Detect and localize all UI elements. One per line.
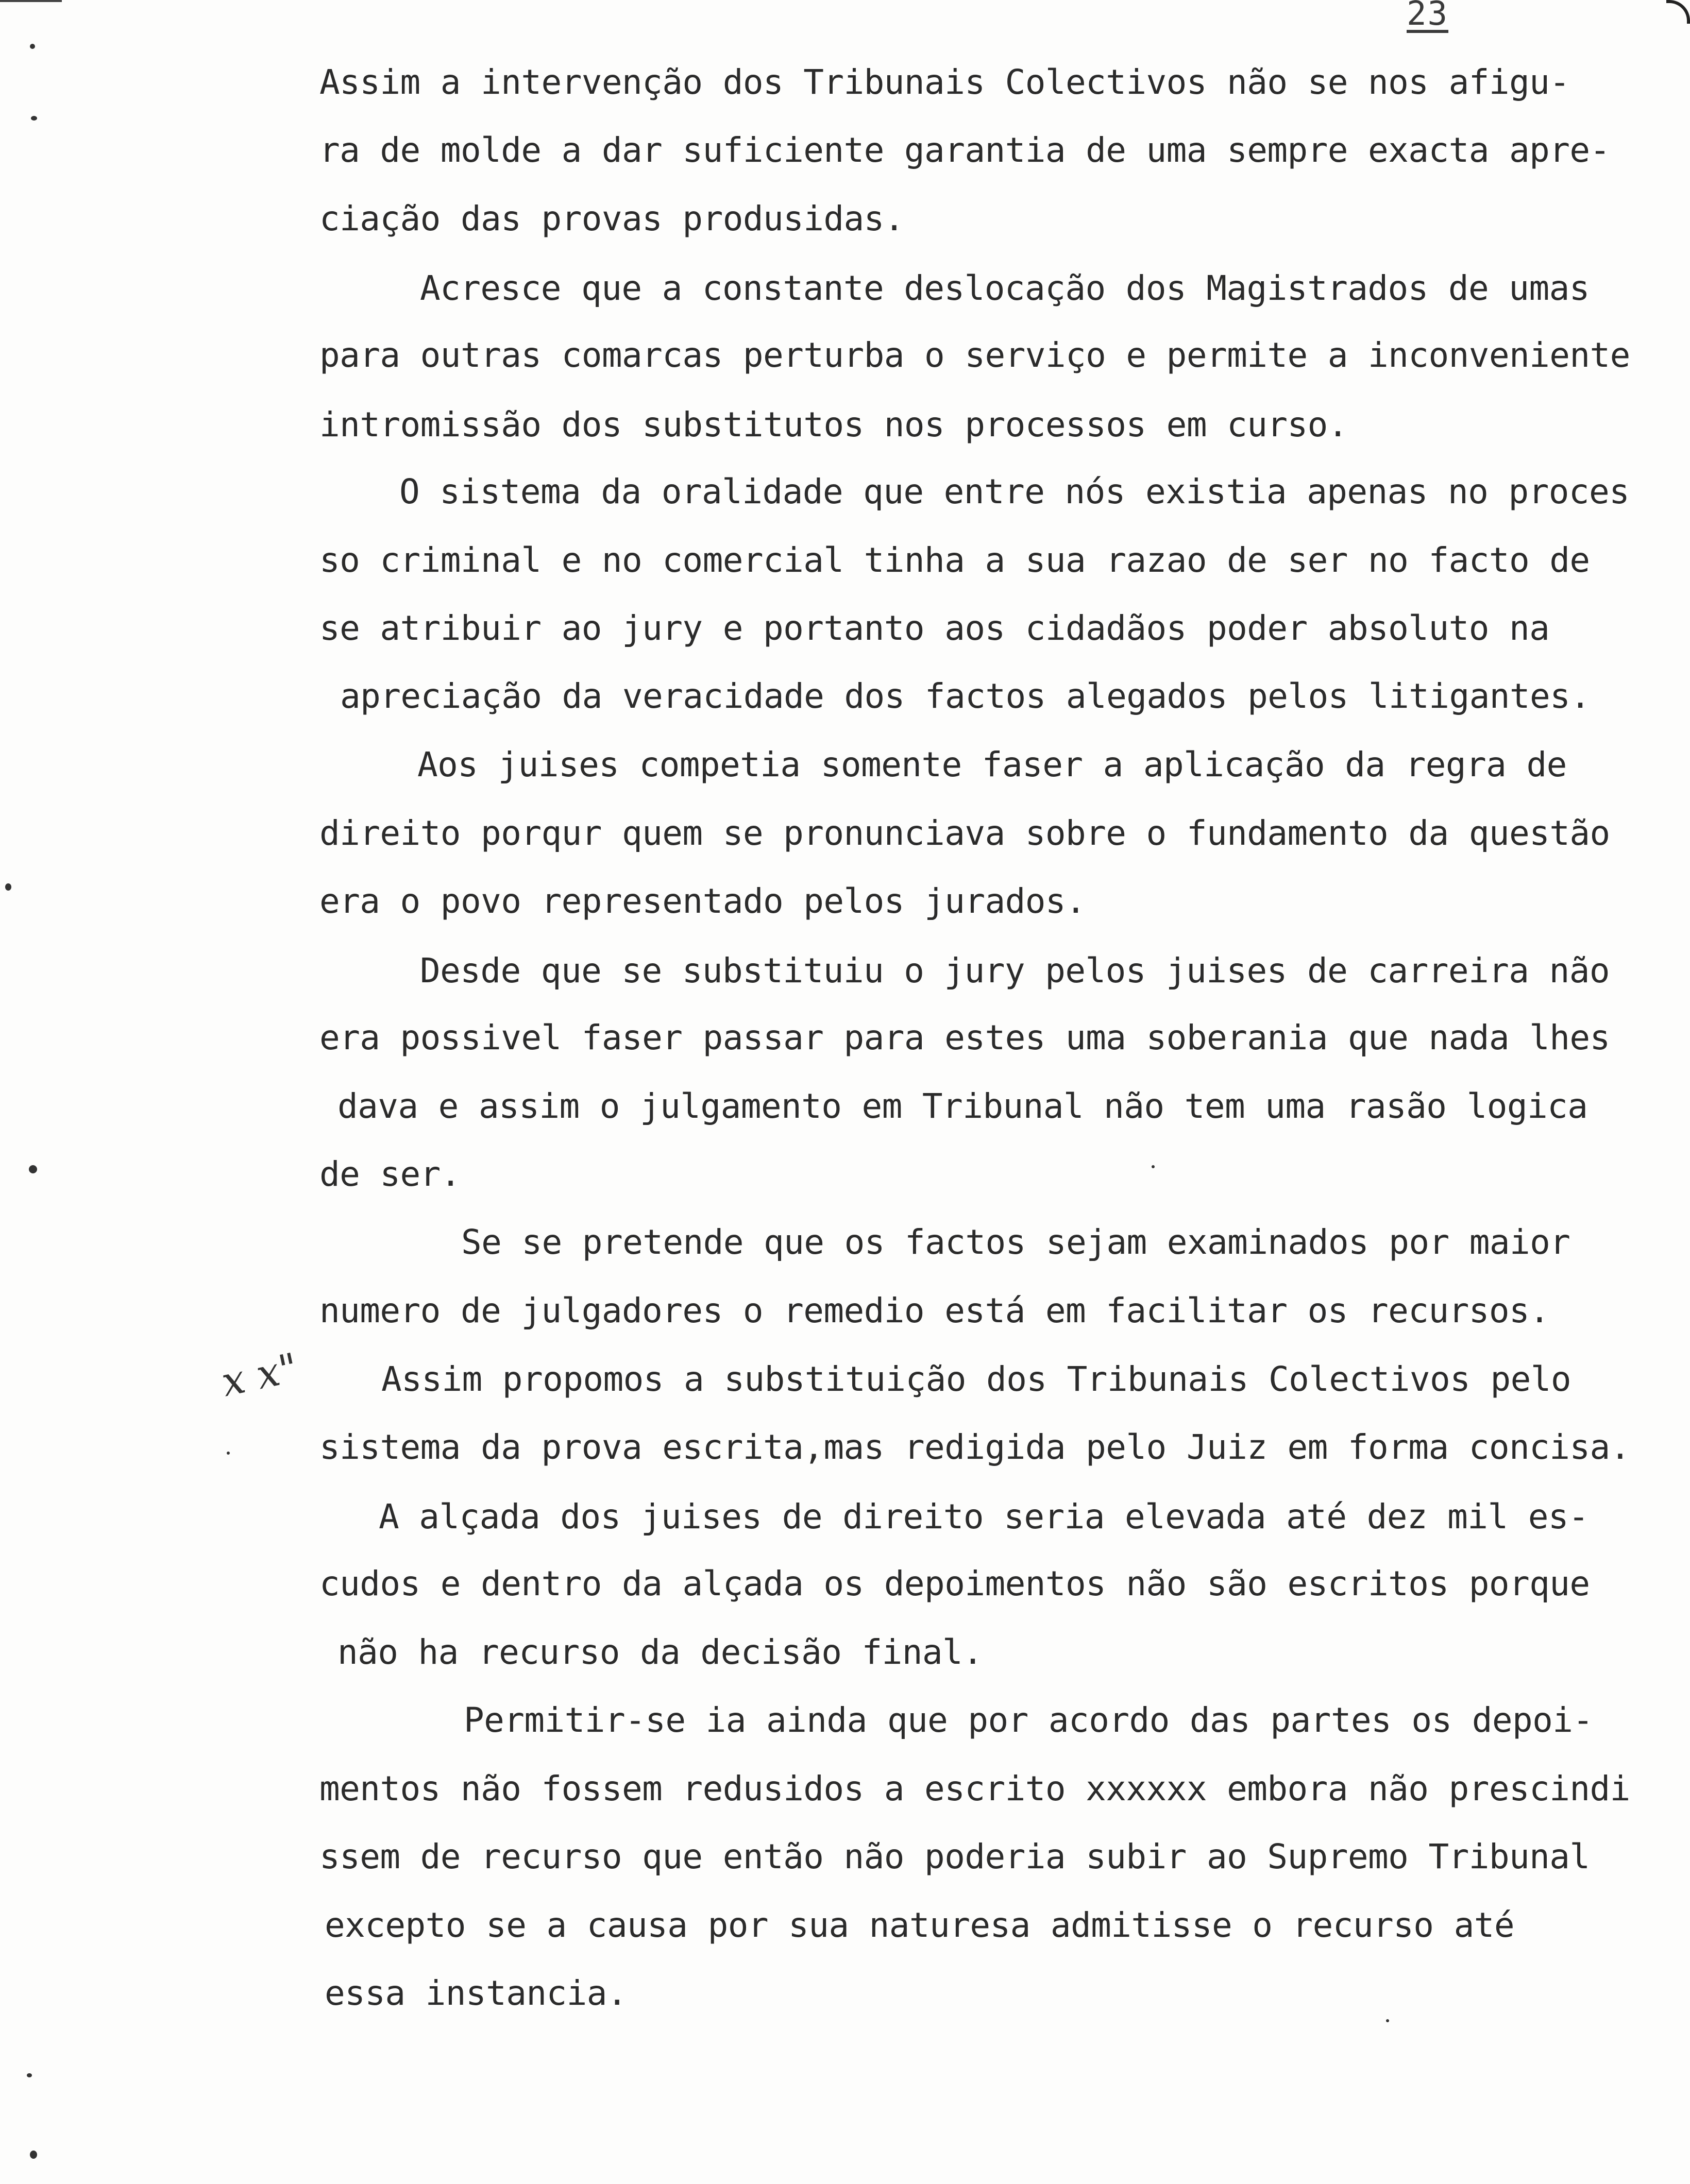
scan-speck	[27, 2073, 32, 2077]
text-line: dava e assim o julgamento em Tribunal não tem uma rasão logica	[337, 1086, 1588, 1126]
text-line: se atribuir ao jury e portanto aos cidadãos poder absoluto na	[319, 608, 1550, 648]
text-line: Permitir-se ia ainda que por acordo das partes os depoi-	[464, 1700, 1593, 1740]
text-line: Assim a intervenção dos Tribunais Colectivos não se nos afigu-	[319, 62, 1570, 102]
text-line: ciação das provas produsidas.	[319, 199, 904, 238]
scan-speck	[1386, 2019, 1389, 2022]
text-line: O sistema da oralidade que entre nós existia apenas no proces	[399, 472, 1630, 511]
scan-speck	[227, 1452, 230, 1455]
text-line: intromissão dos substitutos nos processos em curso.	[319, 405, 1348, 445]
text-line: so criminal e no comercial tinha a sua razao de ser no facto de	[319, 540, 1590, 580]
text-line: Aos juises competia somente faser a aplicação da regra de	[417, 745, 1567, 784]
text-line: sistema da prova escrita,mas redigida pelo Juiz em forma concisa.	[319, 1427, 1630, 1467]
scan-speck	[31, 116, 37, 121]
text-line: cudos e dentro da alçada os depoimentos não são escritos porque	[319, 1564, 1590, 1603]
text-line: não ha recurso da decisão final.	[337, 1632, 983, 1672]
text-line: era possivel faser passar para estes uma soberania que nada lhes	[319, 1018, 1610, 1057]
text-line: A alçada dos juises de direito seria elevada até dez mil es-	[379, 1497, 1589, 1537]
handwritten-margin-note: x x"	[217, 1344, 302, 1406]
text-line: essa instancia.	[325, 1973, 628, 2013]
page-corner-fold	[1666, 0, 1690, 24]
scan-speck	[5, 883, 11, 891]
text-line: numero de julgadores o remedio está em facilitar os recursos.	[319, 1291, 1550, 1330]
text-line: era o povo representado pelos jurados.	[319, 881, 1086, 921]
text-line: ssem de recurso que então não poderia subir ao Supremo Tribunal	[319, 1837, 1590, 1876]
text-line: excepto se a causa por sua naturesa admitisse o recurso até	[325, 1905, 1514, 1945]
scan-speck	[30, 2151, 37, 2159]
page-number: 23	[1407, 0, 1449, 33]
text-line: direito porqur quem se pronunciava sobre o fundamento da questão	[319, 813, 1610, 853]
text-line: de ser.	[319, 1154, 461, 1194]
scan-speck	[29, 1165, 37, 1173]
text-line: Se se pretende que os factos sejam examinados por maior	[461, 1222, 1570, 1262]
scan-speck	[1152, 1165, 1155, 1168]
text-line: ra de molde a dar suficiente garantia de uma sempre exacta apre-	[319, 130, 1610, 170]
text-line: Desde que se substituiu o jury pelos juises de carreira não	[420, 951, 1610, 991]
text-line: apreciação da veracidade dos factos alegados pelos litigantes.	[340, 676, 1591, 716]
text-line: Assim propomos a substituição dos Tribunais Colectivos pelo	[381, 1359, 1571, 1399]
page-edge-mark	[0, 0, 62, 2]
text-line: para outras comarcas perturba o serviço e permite a inconveniente	[319, 335, 1630, 375]
scan-speck	[30, 44, 35, 49]
text-line: mentos não fossem redusidos a escrito xxxxxx embora não prescindi	[319, 1769, 1630, 1808]
text-line: Acresce que a constante deslocação dos Magistrados de umas	[420, 268, 1590, 308]
